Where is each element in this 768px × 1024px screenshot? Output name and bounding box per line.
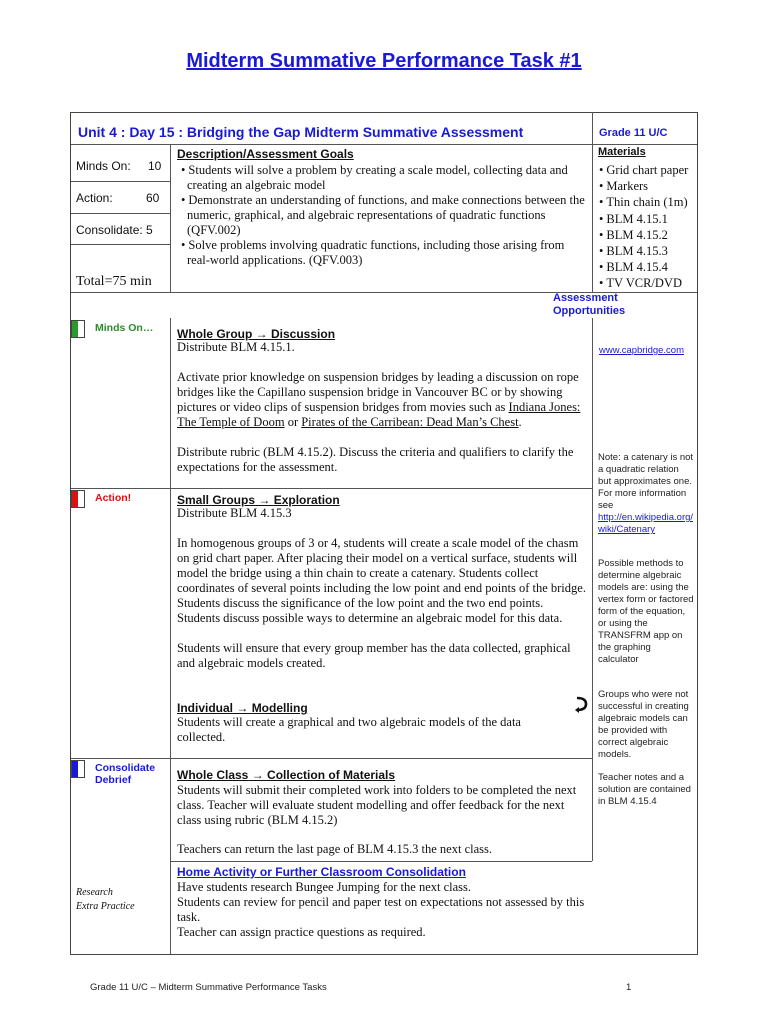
- consolidate-time: Consolidate: 5: [76, 223, 153, 237]
- consolidate-marker: [71, 760, 85, 778]
- material-item: • Markers: [605, 178, 696, 194]
- action-heading-a: Small Groups: [177, 493, 256, 507]
- minds-on-time-value: 10: [148, 159, 162, 173]
- movie-title: Indiana Jones: The Temple of Doom: [177, 400, 581, 429]
- goal-item: • Students will solve a problem by creating a scale model, collecting data and creating an algebraic model: [187, 163, 589, 193]
- action-label: Action!: [95, 492, 132, 504]
- minds-on-heading-a: Whole Group: [177, 327, 253, 341]
- unit-title: Unit 4 : Day 15 : Bridging the Gap Midterm Summative Assessment: [78, 124, 524, 140]
- main-column-divider: [170, 318, 171, 955]
- home-activity-label: Research Extra Practice: [76, 887, 135, 912]
- minds-on-heading-b: Discussion: [271, 327, 336, 341]
- section-divider: [71, 488, 592, 489]
- description-heading: Description/Assessment Goals: [177, 147, 354, 161]
- materials-column-divider: [592, 112, 593, 293]
- grade-label: Grade 11 U/C: [599, 127, 668, 139]
- material-item: • BLM 4.15.2: [605, 227, 696, 243]
- total-time: Total=75 min: [76, 274, 152, 289]
- individual-heading-b: Modelling: [251, 701, 308, 715]
- individual-heading-a: Individual: [177, 701, 234, 715]
- movie-title: Pirates of the Carribean: Dead Man’s Chest: [301, 415, 519, 429]
- home-line: Have students research Bungee Jumping for the next class.: [177, 880, 472, 894]
- material-item: • BLM 4.15.1: [605, 211, 696, 227]
- action-p1: Distribute BLM 4.15.3: [177, 506, 292, 520]
- minds-on-p1: Distribute BLM 4.15.1.: [177, 340, 295, 354]
- consolidate-label: Consolidate Debrief: [95, 762, 156, 786]
- teacher-notes: Teacher notes and a solution are contained in BLM 4.15.4: [598, 772, 691, 807]
- action-text: [177, 506, 587, 671]
- individual-text: Students will create a graphical and two algebraic models of the data collected.: [177, 715, 521, 744]
- consolidate-p1: Students will submit their completed work into folders to be completed the next class. Teacher will evaluate student modelling and offer feedback for the next class using rubric (BLM 4.15.2): [177, 783, 577, 827]
- consolidate-text: [177, 783, 587, 857]
- capbridge-link[interactable]: www.capbridge.com: [599, 345, 685, 356]
- notes-column-divider: [592, 318, 593, 861]
- timing-divider: [71, 181, 170, 182]
- minds-on-p3: Distribute rubric (BLM 4.15.2). Discuss the criteria and qualifiers to clarify the expectations for the assessment.: [177, 445, 574, 474]
- page-number: 1: [626, 982, 632, 993]
- timing-divider: [71, 244, 170, 245]
- timing-column-divider: [170, 145, 171, 293]
- consolidate-p2: Teachers can return the last page of BLM 4.15.3 the next class.: [177, 842, 492, 856]
- material-item: • BLM 4.15.4: [605, 259, 696, 275]
- page-title: Midterm Summative Performance Task #1: [186, 50, 582, 72]
- methods-note: Possible methods to determine algebraic models are: using the vertex form or factored form of the equation, or using the TRANSFRM app on the graphing calculator: [598, 558, 694, 665]
- arrow-right-icon: →: [255, 493, 274, 507]
- curved-arrow-icon: [574, 695, 588, 713]
- footer-text: Grade 11 U/C – Midterm Summative Performance Tasks: [90, 982, 327, 993]
- consolidate-heading-b: Collection of Materials: [267, 768, 396, 782]
- section-divider: [170, 861, 592, 862]
- consolidate-heading-a: Whole Class: [177, 768, 249, 782]
- action-time-value: 60: [146, 191, 160, 205]
- consolidate-heading: [177, 766, 395, 784]
- home-line: Teacher can assign practice questions as required.: [177, 925, 426, 939]
- section-divider: [71, 758, 592, 759]
- minds-on-time-label: Minds On:: [76, 159, 131, 173]
- arrow-right-icon: →: [252, 327, 271, 341]
- arrow-right-icon: →: [248, 768, 268, 782]
- minds-on-text: [177, 340, 587, 475]
- wikipedia-link[interactable]: http://en.wikipedia.org/wiki/Catenary: [598, 512, 694, 535]
- assessment-heading: Assessment Opportunities: [553, 292, 626, 317]
- goal-item: • Solve problems involving quadratic functions, including those arising from real-world applications. (QFV.003): [187, 238, 589, 268]
- arrow-right-icon: →: [233, 701, 252, 715]
- catenary-note: Note: a catenary is not a quadratic relation but approximates one. For more information see http://en.wikipedia.org/wiki/Catenary: [598, 452, 694, 535]
- minds-on-p2: Activate prior knowledge on suspension bridges by leading a discussion on rope bridges like the Capillano suspension bridge in Vancouver BC or by showing pictures or video clips of suspension bridges from movies such as Indiana Jones: The Temple of Doom or Pirates of the Carribean: Dead Man’s Chest.: [177, 370, 581, 429]
- timing-divider: [71, 213, 170, 214]
- minds-on-label: Minds On…: [95, 322, 154, 334]
- action-p3: Students will ensure that every group member has the data collected, graphical and algebraic models created.: [177, 641, 571, 670]
- groups-note: Groups who were not successful in creating algebraic models can be provided with correct algebraic models.: [598, 689, 689, 760]
- material-item: • Thin chain (1m): [605, 194, 696, 210]
- materials-heading: Materials: [598, 146, 646, 158]
- goals-list: [177, 163, 589, 268]
- home-activity-heading: Home Activity or Further Classroom Consolidation: [177, 865, 466, 879]
- home-activity-text: [177, 880, 587, 940]
- material-item: • BLM 4.15.3: [605, 243, 696, 259]
- action-time-label: Action:: [76, 191, 113, 205]
- material-item: • Grid chart paper: [605, 162, 696, 178]
- material-item: • TV VCR/DVD: [605, 275, 696, 291]
- minds-on-marker: [71, 320, 85, 338]
- header-divider: [71, 144, 697, 145]
- action-heading-b: Exploration: [273, 493, 340, 507]
- materials-list: [598, 162, 696, 292]
- action-marker: [71, 490, 85, 508]
- action-p2: In homogenous groups of 3 or 4, students will create a scale model of the chasm on grid chart paper. After placing their model on a vertical surface, students will model the bridge using a thin chain to create a catenary. Students collect coordinates of several points including the low point and end points of the bridge. Students discuss the significance of the low point and the two end points. Students discuss possible ways to determine an algebraic model for this data.: [177, 536, 586, 625]
- home-line: Students can review for pencil and paper test on expectations not assessed by this task.: [177, 895, 585, 924]
- goal-item: • Demonstrate an understanding of functions, and make connections between the numeric, graphical, and algebraic representations of quadratic functions (QFV.002): [187, 193, 589, 238]
